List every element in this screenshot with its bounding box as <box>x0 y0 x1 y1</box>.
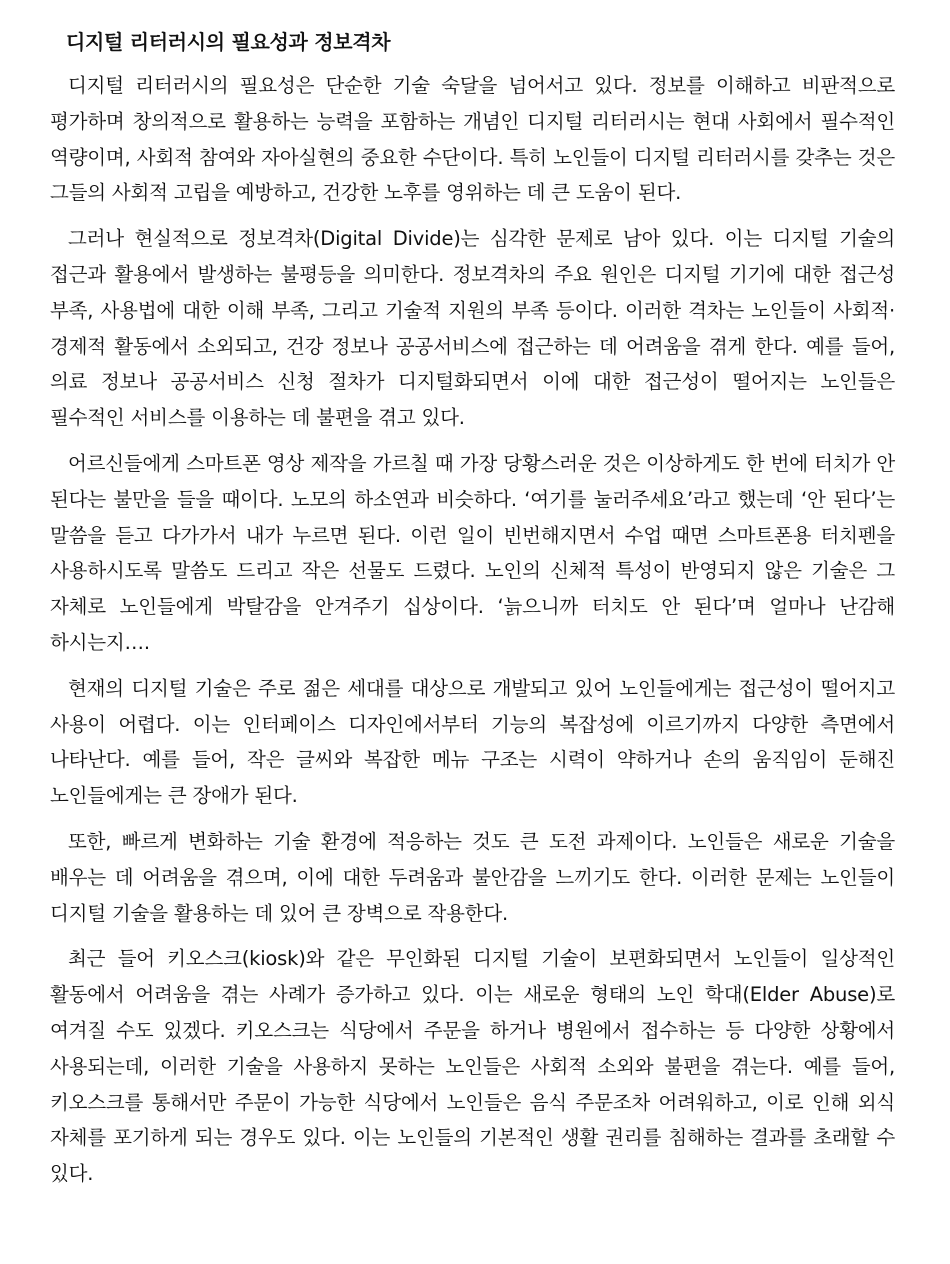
document-title: 디지털 리터러시의 필요성과 정보격차 <box>66 30 391 54</box>
paragraph-2: 그러나 현실적으로 정보격차(Digital Divide)는 심각한 문제로 남아 있다. 이는 디지털 기술의 접근과 활용에서 발생하는 불평등을 의미한다. 정보격차의 주요 원인은 디지털 기기에 대한 접근성 부족, 사용법에 대한 이해 부족, 그리고 기술적 지원의 부족 등이다. 이러한 격차는 노인들이 사회적·경제적 활동에서 소외되고, 건강 정보나 공공서비스에 접근하는 데 어려움을 겪게 한다. 예를 들어, 의료 정보나 공공서비스 신청 절차가 디지털화되면서 이에 대한 접근성이 떨어지는 노인들은 필수적인 서비스를 이용하는 데 불편을 겪고 있다. <box>50 227 895 430</box>
paragraph-4: 현재의 디지털 기술은 주로 젊은 세대를 대상으로 개발되고 있어 노인들에게는 접근성이 떨어지고 사용이 어렵다. 이는 인터페이스 디자인에서부터 기능의 복잡성에 이르기까지 다양한 측면에서 나타난다. 예를 들어, 작은 글씨와 복잡한 메뉴 구조는 시력이 약하거나 손의 움직임이 둔해진 노인들에게는 큰 장애가 된다. <box>50 676 895 808</box>
paragraph-1: 디지털 리터러시의 필요성은 단순한 기술 숙달을 넘어서고 있다. 정보를 이해하고 비판적으로 평가하며 창의적으로 활용하는 능력을 포함하는 개념인 디지털 리터러시는 현대 사회에서 필수적인 역량이며, 사회적 참여와 자아실현의 중요한 수단이다. 특히 노인들이 디지털 리터러시를 갖추는 것은 그들의 사회적 고립을 예방하고, 건강한 노후를 영위하는 데 큰 도움이 된다. <box>50 74 895 205</box>
paragraph-3: 어르신들에게 스마트폰 영상 제작을 가르칠 때 가장 당황스러운 것은 이상하게도 한 번에 터치가 안 된다는 불만을 들을 때이다. 노모의 하소연과 비슷하다. ‘여기를 눌러주세요’라고 했는데 ‘안 된다’는 말씀을 듣고 다가가서 내가 누르면 된다. 이런 일이 빈번해지면서 수업 때면 스마트폰용 터치펜을 사용하시도록 말씀도 드리고 작은 선물도 드렸다. 노인의 신체적 특성이 반영되지 않은 기술은 그 자체로 노인들에게 박탈감을 안겨주기 십상이다. ‘늙으니까 터치도 안 된다’며 얼마나 난감해 하시는지…. <box>50 451 895 654</box>
paragraph-6: 최근 들어 키오스크(kiosk)와 같은 무인화된 디지털 기술이 보편화되면서 노인들이 일상적인 활동에서 어려움을 겪는 사례가 증가하고 있다. 이는 새로운 형태의 노인 학대(Elder Abuse)로 여겨질 수도 있겠다. 키오스크는 식당에서 주문을 하거나 병원에서 접수하는 등 다양한 상황에서 사용되는데, 이러한 기술을 사용하지 못하는 노인들은 사회적 소외와 불편을 겪는다. 예를 들어, 키오스크를 통해서만 주문이 가능한 식당에서 노인들은 음식 주문조차 어려워하고, 이로 인해 외식 자체를 포기하게 되는 경우도 있다. 이는 노인들의 기본적인 생활 권리를 침해하는 결과를 초래할 수 있다. <box>50 947 895 1186</box>
document-page <box>50 26 895 1202</box>
paragraph-5: 또한, 빠르게 변화하는 기술 환경에 적응하는 것도 큰 도전 과제이다. 노인들은 새로운 기술을 배우는 데 어려움을 겪으며, 이에 대한 두려움과 불안감을 느끼기도 한다. 이러한 문제는 노인들이 디지털 기술을 활용하는 데 있어 큰 장벽으로 작용한다. <box>50 829 895 925</box>
